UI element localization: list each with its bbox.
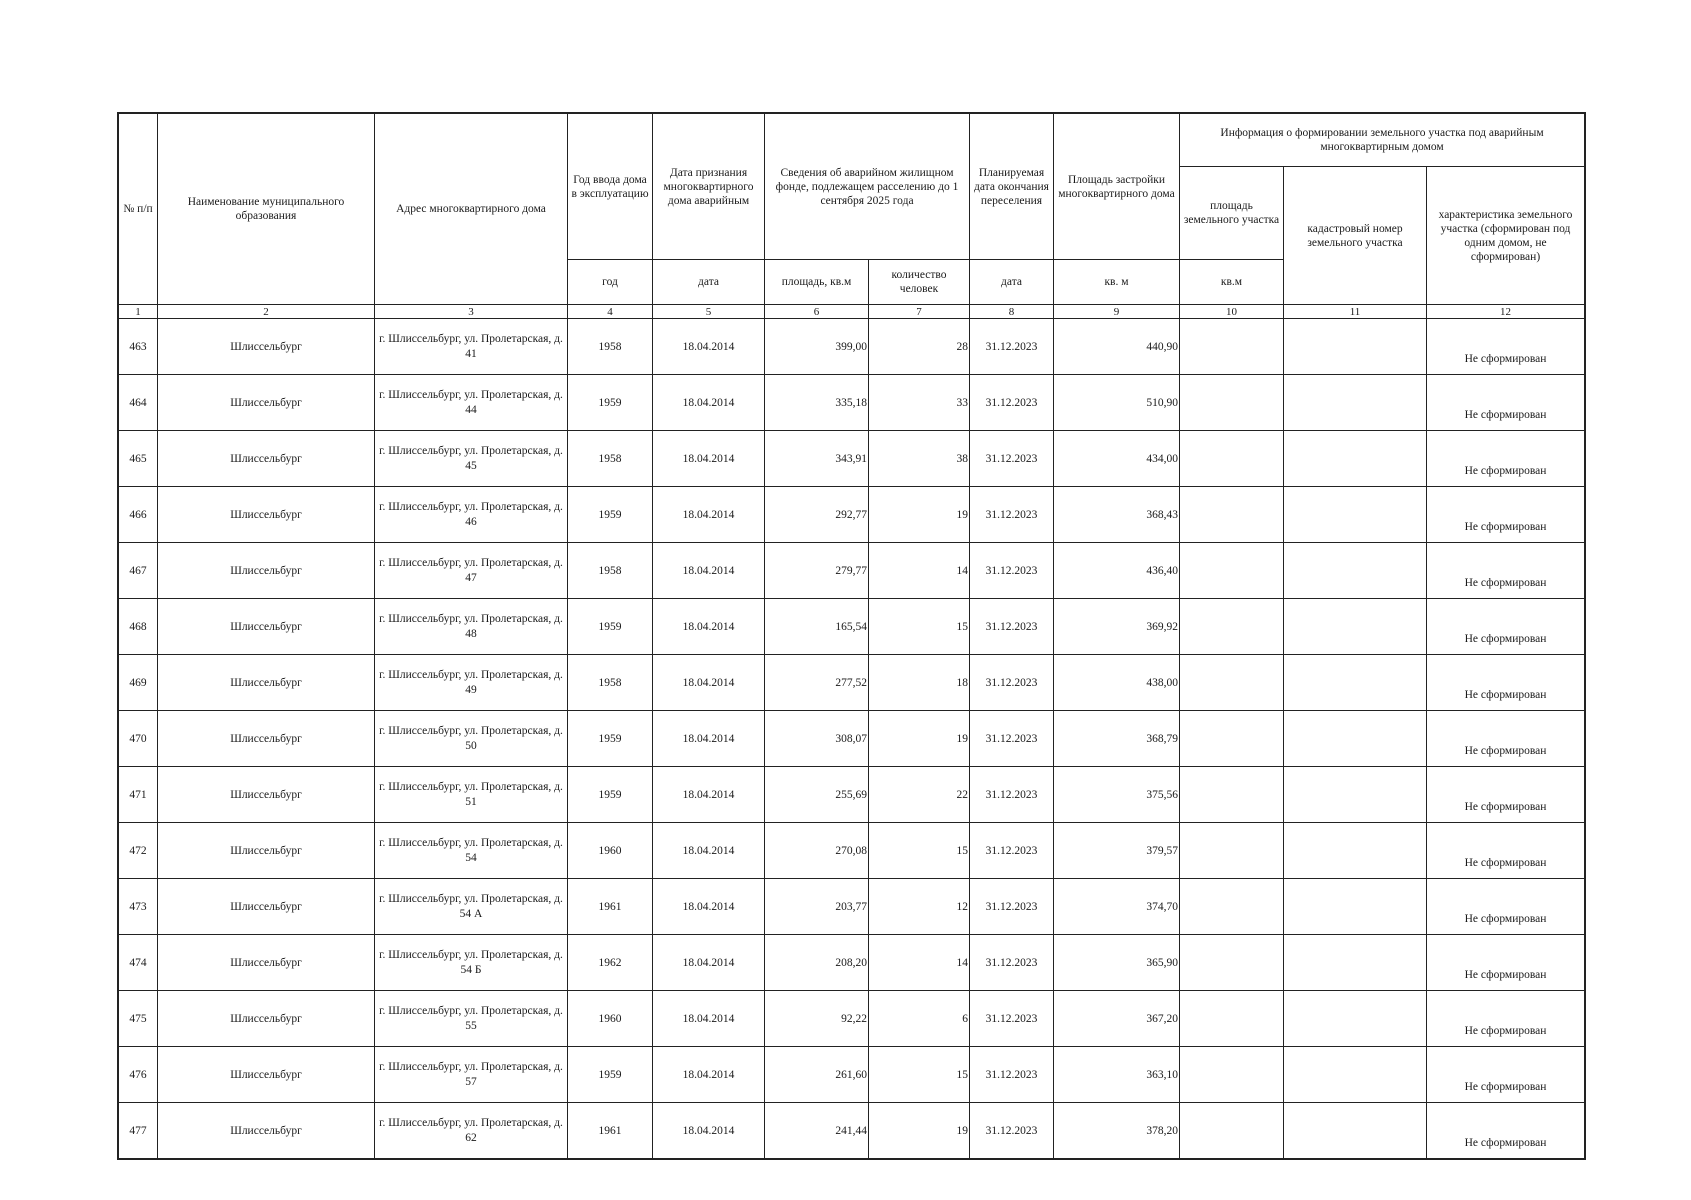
header-land-char: характеристика земельного участка (сформирован под одним домом, не сформирован)	[1427, 167, 1585, 305]
year-cell: 1958	[568, 319, 653, 375]
recognition-date-cell: 18.04.2014	[653, 711, 765, 767]
people-cell: 12	[869, 879, 970, 935]
municipality-cell: Шлиссельбург	[158, 543, 375, 599]
building-area-cell: 438,00	[1054, 655, 1180, 711]
people-cell: 19	[869, 1103, 970, 1159]
address-cell: г. Шлиссельбург, ул. Пролетарская, д. 55	[375, 991, 568, 1047]
building-area-cell: 510,90	[1054, 375, 1180, 431]
row-number: 465	[119, 431, 158, 487]
area-cell: 343,91	[765, 431, 869, 487]
municipality-cell: Шлиссельбург	[158, 935, 375, 991]
status-cell: Не сформирован	[1427, 991, 1585, 1047]
cadastral-cell	[1284, 879, 1427, 935]
table-row	[119, 767, 1585, 823]
recognition-date-cell: 18.04.2014	[653, 599, 765, 655]
municipality-cell: Шлиссельбург	[158, 767, 375, 823]
cadastral-cell	[1284, 599, 1427, 655]
header-building-area: Площадь застройки многоквартирного дома	[1054, 114, 1180, 260]
municipality-cell: Шлиссельбург	[158, 711, 375, 767]
building-area-cell: 368,79	[1054, 711, 1180, 767]
address-cell: г. Шлиссельбург, ул. Пролетарская, д. 62	[375, 1103, 568, 1159]
row-number: 466	[119, 487, 158, 543]
people-cell: 19	[869, 487, 970, 543]
planned-date-cell: 31.12.2023	[970, 599, 1054, 655]
municipality-cell: Шлиссельбург	[158, 1103, 375, 1159]
people-cell: 33	[869, 375, 970, 431]
status-cell: Не сформирован	[1427, 319, 1585, 375]
year-cell: 1962	[568, 935, 653, 991]
people-cell: 6	[869, 991, 970, 1047]
unit-area: площадь, кв.м	[765, 260, 869, 305]
land-area-cell	[1180, 767, 1284, 823]
building-area-cell: 436,40	[1054, 543, 1180, 599]
table-body	[119, 319, 1585, 1159]
column-number: 12	[1427, 305, 1585, 319]
address-cell: г. Шлиссельбург, ул. Пролетарская, д. 44	[375, 375, 568, 431]
year-cell: 1959	[568, 711, 653, 767]
year-cell: 1959	[568, 487, 653, 543]
header-num: № п/п	[119, 114, 158, 305]
land-area-cell	[1180, 375, 1284, 431]
header-planned-date: Планируемая дата окончания переселения	[970, 114, 1054, 260]
municipality-cell: Шлиссельбург	[158, 879, 375, 935]
people-cell: 14	[869, 543, 970, 599]
cadastral-cell	[1284, 767, 1427, 823]
land-area-cell	[1180, 1047, 1284, 1103]
table-row	[119, 655, 1585, 711]
header-land-group: Информация о формировании земельного участка под аварийным многоквартирным домом	[1180, 114, 1585, 167]
address-cell: г. Шлиссельбург, ул. Пролетарская, д. 54 Б	[375, 935, 568, 991]
area-cell: 277,52	[765, 655, 869, 711]
table-row	[119, 879, 1585, 935]
building-area-cell: 369,92	[1054, 599, 1180, 655]
area-cell: 292,77	[765, 487, 869, 543]
planned-date-cell: 31.12.2023	[970, 319, 1054, 375]
land-area-cell	[1180, 319, 1284, 375]
planned-date-cell: 31.12.2023	[970, 655, 1054, 711]
header-address: Адрес многоквартирного дома	[375, 114, 568, 305]
people-cell: 19	[869, 711, 970, 767]
column-numbers-row	[119, 305, 1585, 319]
municipality-cell: Шлиссельбург	[158, 1047, 375, 1103]
recognition-date-cell: 18.04.2014	[653, 935, 765, 991]
area-cell: 308,07	[765, 711, 869, 767]
cadastral-cell	[1284, 823, 1427, 879]
column-number: 2	[158, 305, 375, 319]
recognition-date-cell: 18.04.2014	[653, 767, 765, 823]
column-number: 1	[119, 305, 158, 319]
municipality-cell: Шлиссельбург	[158, 431, 375, 487]
status-cell: Не сформирован	[1427, 711, 1585, 767]
status-cell: Не сформирован	[1427, 543, 1585, 599]
area-cell: 255,69	[765, 767, 869, 823]
land-area-cell	[1180, 711, 1284, 767]
year-cell: 1958	[568, 543, 653, 599]
address-cell: г. Шлиссельбург, ул. Пролетарская, д. 54 А	[375, 879, 568, 935]
unit-year: год	[568, 260, 653, 305]
column-number: 9	[1054, 305, 1180, 319]
address-cell: г. Шлиссельбург, ул. Пролетарская, д. 46	[375, 487, 568, 543]
area-cell: 399,00	[765, 319, 869, 375]
municipality-cell: Шлиссельбург	[158, 823, 375, 879]
cadastral-cell	[1284, 1047, 1427, 1103]
address-cell: г. Шлиссельбург, ул. Пролетарская, д. 47	[375, 543, 568, 599]
unit-kvm-land: кв.м	[1180, 260, 1284, 305]
people-cell: 15	[869, 599, 970, 655]
year-cell: 1960	[568, 823, 653, 879]
people-cell: 22	[869, 767, 970, 823]
status-cell: Не сформирован	[1427, 599, 1585, 655]
planned-date-cell: 31.12.2023	[970, 879, 1054, 935]
municipality-cell: Шлиссельбург	[158, 655, 375, 711]
table-header	[119, 114, 1585, 319]
column-number: 10	[1180, 305, 1284, 319]
building-area-cell: 363,10	[1054, 1047, 1180, 1103]
status-cell: Не сформирован	[1427, 823, 1585, 879]
area-cell: 208,20	[765, 935, 869, 991]
area-cell: 261,60	[765, 1047, 869, 1103]
year-cell: 1961	[568, 1103, 653, 1159]
building-area-cell: 368,43	[1054, 487, 1180, 543]
recognition-date-cell: 18.04.2014	[653, 1047, 765, 1103]
table-row	[119, 375, 1585, 431]
cadastral-cell	[1284, 319, 1427, 375]
status-cell: Не сформирован	[1427, 1103, 1585, 1159]
recognition-date-cell: 18.04.2014	[653, 375, 765, 431]
row-number: 475	[119, 991, 158, 1047]
table-row	[119, 487, 1585, 543]
recognition-date-cell: 18.04.2014	[653, 879, 765, 935]
municipality-cell: Шлиссельбург	[158, 319, 375, 375]
table-row	[119, 543, 1585, 599]
column-number: 3	[375, 305, 568, 319]
unit-people: количество человек	[869, 260, 970, 305]
year-cell: 1959	[568, 599, 653, 655]
table-row	[119, 823, 1585, 879]
column-number: 7	[869, 305, 970, 319]
column-number: 4	[568, 305, 653, 319]
building-area-cell: 434,00	[1054, 431, 1180, 487]
planned-date-cell: 31.12.2023	[970, 823, 1054, 879]
planned-date-cell: 31.12.2023	[970, 1103, 1054, 1159]
planned-date-cell: 31.12.2023	[970, 1047, 1054, 1103]
row-number: 471	[119, 767, 158, 823]
land-area-cell	[1180, 599, 1284, 655]
cadastral-cell	[1284, 543, 1427, 599]
status-cell: Не сформирован	[1427, 879, 1585, 935]
year-cell: 1958	[568, 655, 653, 711]
status-cell: Не сформирован	[1427, 1047, 1585, 1103]
year-cell: 1959	[568, 767, 653, 823]
cadastral-cell	[1284, 431, 1427, 487]
status-cell: Не сформирован	[1427, 935, 1585, 991]
header-emergency-info: Сведения об аварийном жилищном фонде, подлежащем расселению до 1 сентября 2025 года	[765, 114, 970, 260]
recognition-date-cell: 18.04.2014	[653, 823, 765, 879]
unit-kvm: кв. м	[1054, 260, 1180, 305]
recognition-date-cell: 18.04.2014	[653, 319, 765, 375]
column-number: 8	[970, 305, 1054, 319]
cadastral-cell	[1284, 487, 1427, 543]
municipality-cell: Шлиссельбург	[158, 991, 375, 1047]
building-area-cell: 374,70	[1054, 879, 1180, 935]
area-cell: 165,54	[765, 599, 869, 655]
table-row	[119, 599, 1585, 655]
resettlement-table	[118, 113, 1585, 1159]
unit-date-planned: дата	[970, 260, 1054, 305]
row-number: 477	[119, 1103, 158, 1159]
table-row	[119, 935, 1585, 991]
header-date-recognition: Дата признания многоквартирного дома аварийным	[653, 114, 765, 260]
address-cell: г. Шлиссельбург, ул. Пролетарская, д. 41	[375, 319, 568, 375]
status-cell: Не сформирован	[1427, 375, 1585, 431]
municipality-cell: Шлиссельбург	[158, 487, 375, 543]
cadastral-cell	[1284, 375, 1427, 431]
land-area-cell	[1180, 431, 1284, 487]
address-cell: г. Шлиссельбург, ул. Пролетарская, д. 50	[375, 711, 568, 767]
table-row	[119, 1103, 1585, 1159]
area-cell: 335,18	[765, 375, 869, 431]
land-area-cell	[1180, 487, 1284, 543]
row-number: 470	[119, 711, 158, 767]
area-cell: 203,77	[765, 879, 869, 935]
cadastral-cell	[1284, 991, 1427, 1047]
status-cell: Не сформирован	[1427, 487, 1585, 543]
area-cell: 241,44	[765, 1103, 869, 1159]
column-number: 5	[653, 305, 765, 319]
cadastral-cell	[1284, 935, 1427, 991]
municipality-cell: Шлиссельбург	[158, 599, 375, 655]
year-cell: 1959	[568, 375, 653, 431]
planned-date-cell: 31.12.2023	[970, 991, 1054, 1047]
planned-date-cell: 31.12.2023	[970, 711, 1054, 767]
building-area-cell: 365,90	[1054, 935, 1180, 991]
people-cell: 18	[869, 655, 970, 711]
year-cell: 1961	[568, 879, 653, 935]
status-cell: Не сформирован	[1427, 431, 1585, 487]
people-cell: 15	[869, 1047, 970, 1103]
planned-date-cell: 31.12.2023	[970, 767, 1054, 823]
header-land-area: площадь земельного участка	[1180, 167, 1284, 260]
header-municipality: Наименование муниципального образования	[158, 114, 375, 305]
row-number: 468	[119, 599, 158, 655]
address-cell: г. Шлиссельбург, ул. Пролетарская, д. 48	[375, 599, 568, 655]
land-area-cell	[1180, 1103, 1284, 1159]
building-area-cell: 375,56	[1054, 767, 1180, 823]
year-cell: 1960	[568, 991, 653, 1047]
recognition-date-cell: 18.04.2014	[653, 655, 765, 711]
recognition-date-cell: 18.04.2014	[653, 487, 765, 543]
planned-date-cell: 31.12.2023	[970, 431, 1054, 487]
header-cadastral: кадастровый номер земельного участка	[1284, 167, 1427, 305]
people-cell: 28	[869, 319, 970, 375]
column-number: 11	[1284, 305, 1427, 319]
land-area-cell	[1180, 655, 1284, 711]
column-number: 6	[765, 305, 869, 319]
recognition-date-cell: 18.04.2014	[653, 991, 765, 1047]
row-number: 472	[119, 823, 158, 879]
building-area-cell: 379,57	[1054, 823, 1180, 879]
municipality-cell: Шлиссельбург	[158, 375, 375, 431]
cadastral-cell	[1284, 1103, 1427, 1159]
table-row	[119, 431, 1585, 487]
status-cell: Не сформирован	[1427, 655, 1585, 711]
building-area-cell: 367,20	[1054, 991, 1180, 1047]
address-cell: г. Шлиссельбург, ул. Пролетарская, д. 57	[375, 1047, 568, 1103]
planned-date-cell: 31.12.2023	[970, 543, 1054, 599]
planned-date-cell: 31.12.2023	[970, 935, 1054, 991]
year-cell: 1959	[568, 1047, 653, 1103]
header-year: Год ввода дома в эксплуатацию	[568, 114, 653, 260]
land-area-cell	[1180, 991, 1284, 1047]
table-row	[119, 711, 1585, 767]
recognition-date-cell: 18.04.2014	[653, 431, 765, 487]
people-cell: 15	[869, 823, 970, 879]
row-number: 469	[119, 655, 158, 711]
cadastral-cell	[1284, 655, 1427, 711]
address-cell: г. Шлиссельбург, ул. Пролетарская, д. 54	[375, 823, 568, 879]
address-cell: г. Шлиссельбург, ул. Пролетарская, д. 51	[375, 767, 568, 823]
table-row	[119, 1047, 1585, 1103]
land-area-cell	[1180, 543, 1284, 599]
building-area-cell: 440,90	[1054, 319, 1180, 375]
people-cell: 38	[869, 431, 970, 487]
table-row	[119, 319, 1585, 375]
planned-date-cell: 31.12.2023	[970, 487, 1054, 543]
year-cell: 1958	[568, 431, 653, 487]
row-number: 473	[119, 879, 158, 935]
address-cell: г. Шлиссельбург, ул. Пролетарская, д. 45	[375, 431, 568, 487]
area-cell: 270,08	[765, 823, 869, 879]
land-area-cell	[1180, 935, 1284, 991]
recognition-date-cell: 18.04.2014	[653, 543, 765, 599]
address-cell: г. Шлиссельбург, ул. Пролетарская, д. 49	[375, 655, 568, 711]
row-number: 474	[119, 935, 158, 991]
people-cell: 14	[869, 935, 970, 991]
document-sheet	[118, 113, 1584, 1159]
row-number: 464	[119, 375, 158, 431]
row-number: 463	[119, 319, 158, 375]
table-row	[119, 991, 1585, 1047]
land-area-cell	[1180, 823, 1284, 879]
planned-date-cell: 31.12.2023	[970, 375, 1054, 431]
unit-date: дата	[653, 260, 765, 305]
area-cell: 92,22	[765, 991, 869, 1047]
building-area-cell: 378,20	[1054, 1103, 1180, 1159]
row-number: 467	[119, 543, 158, 599]
cadastral-cell	[1284, 711, 1427, 767]
status-cell: Не сформирован	[1427, 767, 1585, 823]
land-area-cell	[1180, 879, 1284, 935]
recognition-date-cell: 18.04.2014	[653, 1103, 765, 1159]
area-cell: 279,77	[765, 543, 869, 599]
row-number: 476	[119, 1047, 158, 1103]
